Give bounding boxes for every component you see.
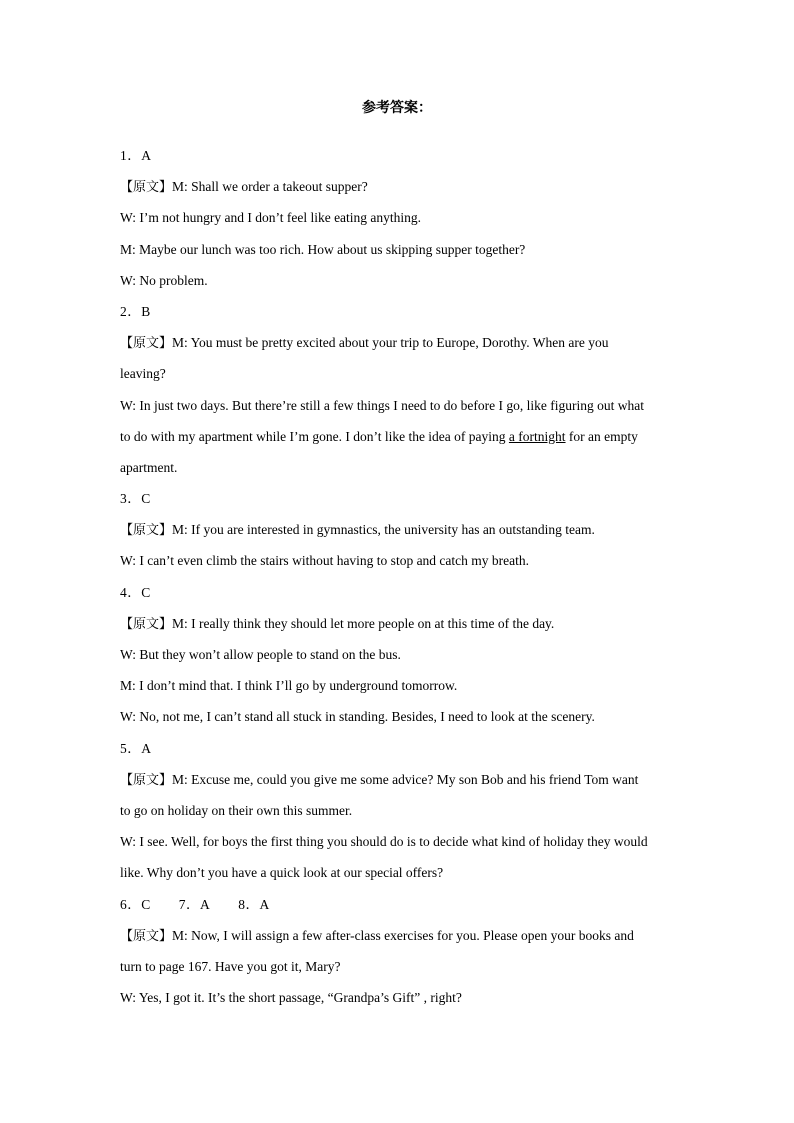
transcript-line: W: I see. Well, for boys the first thing you should do is to decide what kind of holiday they would (120, 834, 648, 850)
source-tag: 【原文】 (120, 180, 173, 196)
transcript-line: M: Maybe our lunch was too rich. How about us skipping supper together? (120, 241, 526, 257)
transcript-text: M: If you are interested in gymnastics, the university has an outstanding team. (172, 522, 595, 538)
transcript-line (120, 327, 680, 358)
source-tag: 【原文】 (120, 772, 173, 788)
answer-8: 8．A (238, 896, 270, 912)
transcript-text: M: You must be pretty excited about your trip to Europe, Dorothy. When are you (172, 335, 609, 351)
answer-content (120, 140, 680, 1013)
source-tag: 【原文】 (120, 523, 173, 539)
transcript-line: M: I don’t mind that. I think I’ll go by underground tomorrow. (120, 678, 458, 694)
transcript-text: M: Shall we order a takeout supper? (172, 179, 368, 195)
answer-2: 2．B (120, 303, 151, 319)
transcript-line (120, 920, 680, 951)
transcript-line: W: No, not me, I can’t stand all stuck in standing. Besides, I need to look at the scenery. (120, 709, 595, 725)
answer-3: 3．C (120, 491, 151, 507)
transcript-line (120, 514, 680, 545)
transcript-line: W: Yes, I got it. It’s the short passage, “Grandpa’s Gift” , right? (120, 990, 462, 1006)
transcript-line: W: But they won’t allow people to stand on the bus. (120, 647, 401, 662)
transcript-line: W: I can’t even climb the stairs without having to stop and catch my breath. (120, 553, 530, 569)
source-tag: 【原文】 (120, 928, 173, 944)
transcript-text: M: I really think they should let more people on at this time of the day. (172, 615, 555, 631)
transcript-line: leaving? (120, 366, 166, 382)
page-title: 参考答案： (362, 100, 432, 116)
transcript-line: W: I’m not hungry and I don’t feel like eating anything. (120, 210, 422, 226)
answers-6-8 (120, 889, 680, 920)
transcript-line (120, 608, 680, 639)
transcript-text: M: Now, I will assign a few after-class exercises for you. Please open your books and (172, 927, 634, 943)
transcript-line: turn to page 167. Have you got it, Mary? (120, 958, 341, 974)
transcript-line: W: No problem. (120, 272, 208, 288)
transcript-line (120, 421, 680, 452)
underlined-phrase: a fortnight (508, 428, 566, 444)
transcript-line: apartment. (120, 459, 178, 475)
answer-1: 1．A (120, 148, 152, 163)
transcript-line: like. Why don’t you have a quick look at our special offers? (120, 865, 444, 881)
transcript-text: M: Excuse me, could you give me some advice? My son Bob and his friend Tom want (172, 771, 639, 787)
answer-4: 4．C (120, 584, 151, 600)
transcript-line (120, 764, 680, 795)
source-tag: 【原文】 (120, 336, 173, 352)
transcript-text: to do with my apartment while I’m gone. I don’t like the idea of paying (120, 428, 509, 444)
answer-5: 5．A (120, 740, 152, 756)
answer-6: 6．C (120, 896, 151, 912)
transcript-line: W: In just two days. But there’re still a few things I need to do before I go, like figuring out what (120, 397, 645, 413)
transcript-text: for an empty (565, 428, 638, 444)
transcript-line (120, 171, 680, 202)
transcript-line: to go on holiday on their own this summer. (120, 802, 353, 818)
source-tag: 【原文】 (120, 616, 173, 632)
answer-7: 7．A (178, 896, 211, 912)
